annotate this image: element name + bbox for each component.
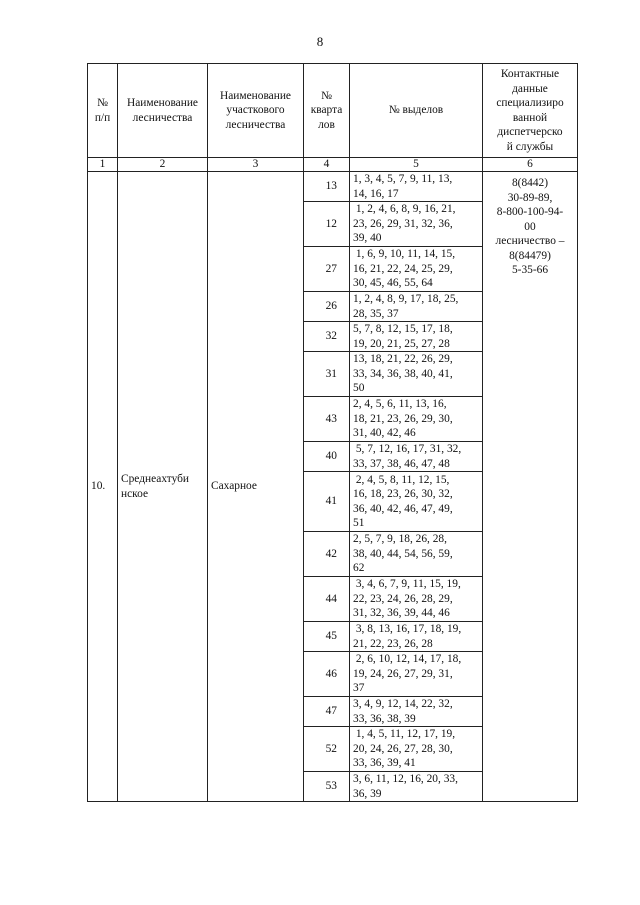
table-row <box>88 172 578 202</box>
column-number: 5 <box>350 158 483 172</box>
quarter-number: 44 <box>304 577 350 622</box>
plot-numbers: 5, 7, 12, 16, 17, 31, 32, 33, 37, 38, 46, 47, 48 <box>350 442 483 472</box>
plot-numbers: 1, 3, 4, 5, 7, 9, 11, 13, 14, 16, 17 <box>350 172 483 202</box>
column-number: 4 <box>304 158 350 172</box>
header-contacts: Контактные данные специализиро ванной диспетчерско й службы <box>483 64 578 158</box>
row-number: 10. <box>88 172 118 802</box>
page-number: 8 <box>316 34 324 49</box>
column-number: 6 <box>483 158 578 172</box>
plot-numbers: 2, 5, 7, 9, 18, 26, 28, 38, 40, 44, 54, 56, 59, 62 <box>350 532 483 577</box>
column-number-row <box>88 158 578 172</box>
header-forestry: Наименование лесничества <box>118 64 208 158</box>
plot-numbers: 5, 7, 8, 12, 15, 17, 18, 19, 20, 21, 25, 27, 28 <box>350 322 483 352</box>
forestry-table <box>87 63 578 802</box>
plot-numbers: 3, 8, 13, 16, 17, 18, 19, 21, 22, 23, 26, 28 <box>350 622 483 652</box>
quarter-number: 47 <box>304 697 350 727</box>
plot-numbers: 1, 6, 9, 10, 11, 14, 15, 16, 21, 22, 24, 25, 29, 30, 45, 46, 55, 64 <box>350 247 483 292</box>
quarter-number: 43 <box>304 397 350 442</box>
quarter-number: 52 <box>304 727 350 772</box>
quarter-number: 26 <box>304 292 350 322</box>
quarter-number: 27 <box>304 247 350 292</box>
district-name: Сахарное <box>208 172 304 802</box>
header-row <box>88 64 578 158</box>
plot-numbers: 1, 2, 4, 8, 9, 17, 18, 25, 28, 35, 37 <box>350 292 483 322</box>
quarter-number: 42 <box>304 532 350 577</box>
contact-info: 8(8442) 30-89-89, 8-800-100-94- 00 лесничество – 8(84479) 5-35-66 <box>483 172 578 802</box>
plot-numbers: 3, 4, 9, 12, 14, 22, 32, 33, 36, 38, 39 <box>350 697 483 727</box>
quarter-number: 46 <box>304 652 350 697</box>
plot-numbers: 2, 4, 5, 6, 11, 13, 16, 18, 21, 23, 26, 29, 30, 31, 40, 42, 46 <box>350 397 483 442</box>
quarter-number: 41 <box>304 472 350 532</box>
forestry-name: Среднеахтуби нское <box>118 172 208 802</box>
header-quarter: № кварта лов <box>304 64 350 158</box>
quarter-number: 40 <box>304 442 350 472</box>
column-number: 1 <box>88 158 118 172</box>
quarter-number: 32 <box>304 322 350 352</box>
column-number: 3 <box>208 158 304 172</box>
plot-numbers: 1, 4, 5, 11, 12, 17, 19, 20, 24, 26, 27, 28, 30, 33, 36, 39, 41 <box>350 727 483 772</box>
quarter-number: 53 <box>304 772 350 802</box>
header-district: Наименование участкового лесничества <box>208 64 304 158</box>
plot-numbers: 2, 4, 5, 8, 11, 12, 15, 16, 18, 23, 26, 30, 32, 36, 40, 42, 46, 47, 49, 51 <box>350 472 483 532</box>
quarter-number: 13 <box>304 172 350 202</box>
header-plots: № выделов <box>350 64 483 158</box>
plot-numbers: 3, 4, 6, 7, 9, 11, 15, 19, 22, 23, 24, 26, 28, 29, 31, 32, 36, 39, 44, 46 <box>350 577 483 622</box>
quarter-number: 45 <box>304 622 350 652</box>
plot-numbers: 1, 2, 4, 6, 8, 9, 16, 21, 23, 26, 29, 31, 32, 36, 39, 40 <box>350 202 483 247</box>
column-number: 2 <box>118 158 208 172</box>
plot-numbers: 13, 18, 21, 22, 26, 29, 33, 34, 36, 38, 40, 41, 50 <box>350 352 483 397</box>
header-number: № п/п <box>88 64 118 158</box>
quarter-number: 12 <box>304 202 350 247</box>
plot-numbers: 2, 6, 10, 12, 14, 17, 18, 19, 24, 26, 27, 29, 31, 37 <box>350 652 483 697</box>
plot-numbers: 3, 6, 11, 12, 16, 20, 33, 36, 39 <box>350 772 483 802</box>
quarter-number: 31 <box>304 352 350 397</box>
